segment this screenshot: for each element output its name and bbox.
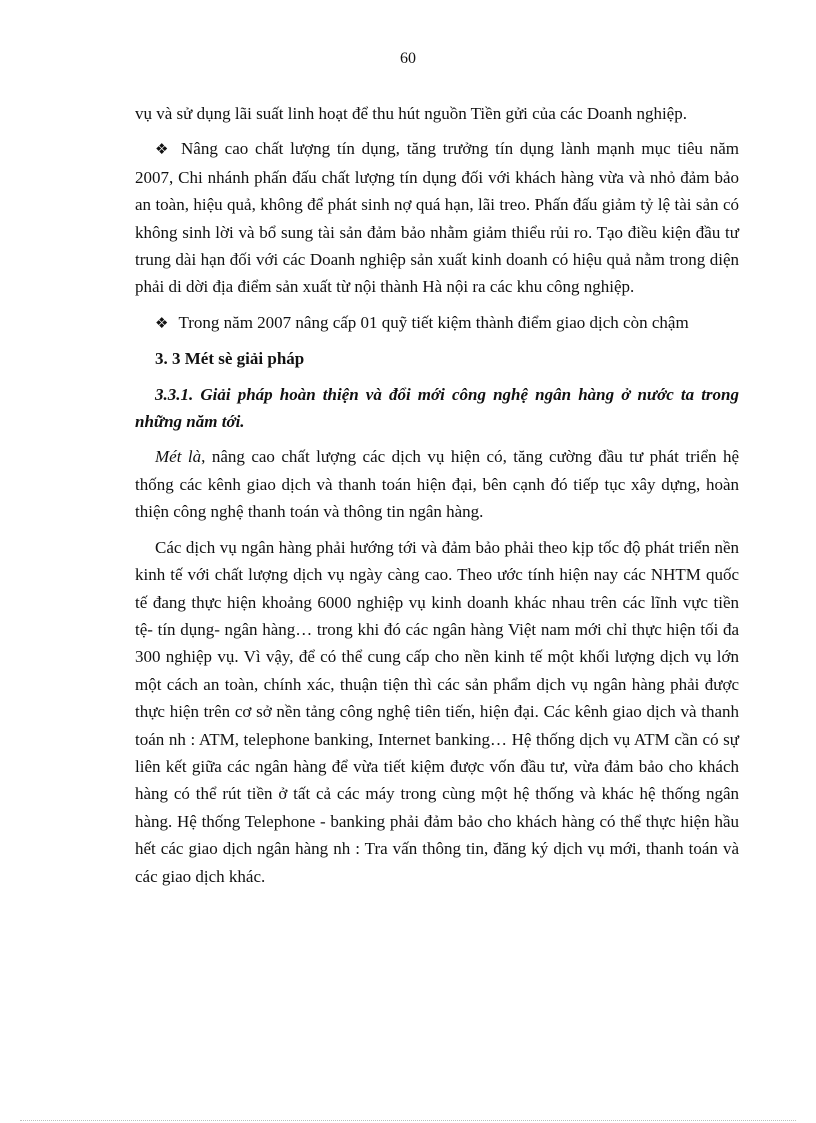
subsection-heading: 3.3.1. Giải pháp hoàn thiện và đổi mới công nghệ ngân hàng ở nước ta trong những năm tới. [135, 384, 739, 432]
bullet-paragraph-savings-upgrade [135, 309, 739, 337]
bullet-paragraph-credit-quality [135, 135, 739, 300]
section-heading: 3. 3 Mét sè giải pháp [155, 349, 305, 369]
four-diamond-bullet-icon: ❖ [155, 313, 169, 332]
footer-dotted-rule [20, 1120, 796, 1121]
page-number: 60 [400, 50, 416, 67]
paragraph-first-solution [135, 443, 739, 525]
paragraph-lead-italic: Mét là [155, 447, 202, 467]
four-diamond-bullet-icon: ❖ [155, 140, 172, 159]
paragraph-continuation: vụ và sử dụng lãi suất linh hoạt để thu hút nguồn Tiền gửi của các Doanh nghiệp. [135, 104, 687, 123]
page-body [135, 100, 739, 898]
bullet-text: Trong năm 2007 nâng cấp 01 quỹ tiết kiệm thành điểm giao dịch còn chậm [178, 312, 689, 332]
bullet-text: Nâng cao chất lượng tín dụng, tăng trưởng tín dụng lành mạnh mục tiêu năm 2007, Chi nhánh phấn đấu chất lượng tín dụng đối với khách hàng vừa và nhỏ đảm bảo an toàn, hiệu quả, không để phát sinh nợ quá hạn, lãi treo. Phấn đấu giảm tỷ lệ tài sản có không sinh lời và bổ sung tài sản đảm bảo nhằm giảm thiểu rủi ro. Tạo điều kiện đầu tư trung dài hạn đối với các Doanh nghiệp sản xuất kinh doanh có hiệu quả nằm trong diện phải di dời địa điểm sản xuất từ nội thành Hà nội ra các khu công nghiệp. [135, 139, 740, 297]
paragraph-text: , nâng cao chất lượng các dịch vụ hiện có, tăng cường đầu tư phát triển hệ thống các kênh giao dịch và thanh toán hiện đại, bên cạnh đó tiếp tục xây dựng, hoàn thiện công nghệ thanh toán và thông tin ngân hàng. [135, 447, 740, 522]
paragraph-banking-services: Các dịch vụ ngân hàng phải hướng tới và đảm bảo phải theo kịp tốc độ phát triển nền kinh tế với chất lượng dịch vụ ngày càng cao. Theo ước tính hiện nay các NHTM quốc tế đang thực hiện khoảng 6000 nghiệp vụ kinh doanh khác nhau trên các lĩnh vực tiền tệ- tín dụng- ngân hàng… trong khi đó các ngân hàng Việt nam mới chỉ thực hiện tối đa 300 nghiệp vụ. Vì vậy, để có thể cung cấp cho nền kinh tế một khối lượng dịch vụ lớn một cách an toàn, chính xác, thuận tiện thì các sản phẩm dịch vụ ngân hàng phải được thực hiện trên cơ sở nền tảng công nghệ tiên tiến, hiện đại. Các kênh giao dịch và thanh toán nh : ATM, telephone banking, Internet banking… Hệ thống dịch vụ ATM cần có sự liên kết giữa các ngân hàng để vừa tiết kiệm được vốn đầu tư, vừa đảm bảo cho khách hàng có thể rút tiền ở tất cả các máy trong cùng một hệ thống và khác hệ thống ngân hàng. Hệ thống Telephone - banking phải đảm bảo cho khách hàng có thể thực hiện hầu hết các giao dịch ngân hàng nh : Tra vấn thông tin, đăng ký dịch vụ mới, thanh toán và các giao dịch khác. [135, 537, 739, 886]
